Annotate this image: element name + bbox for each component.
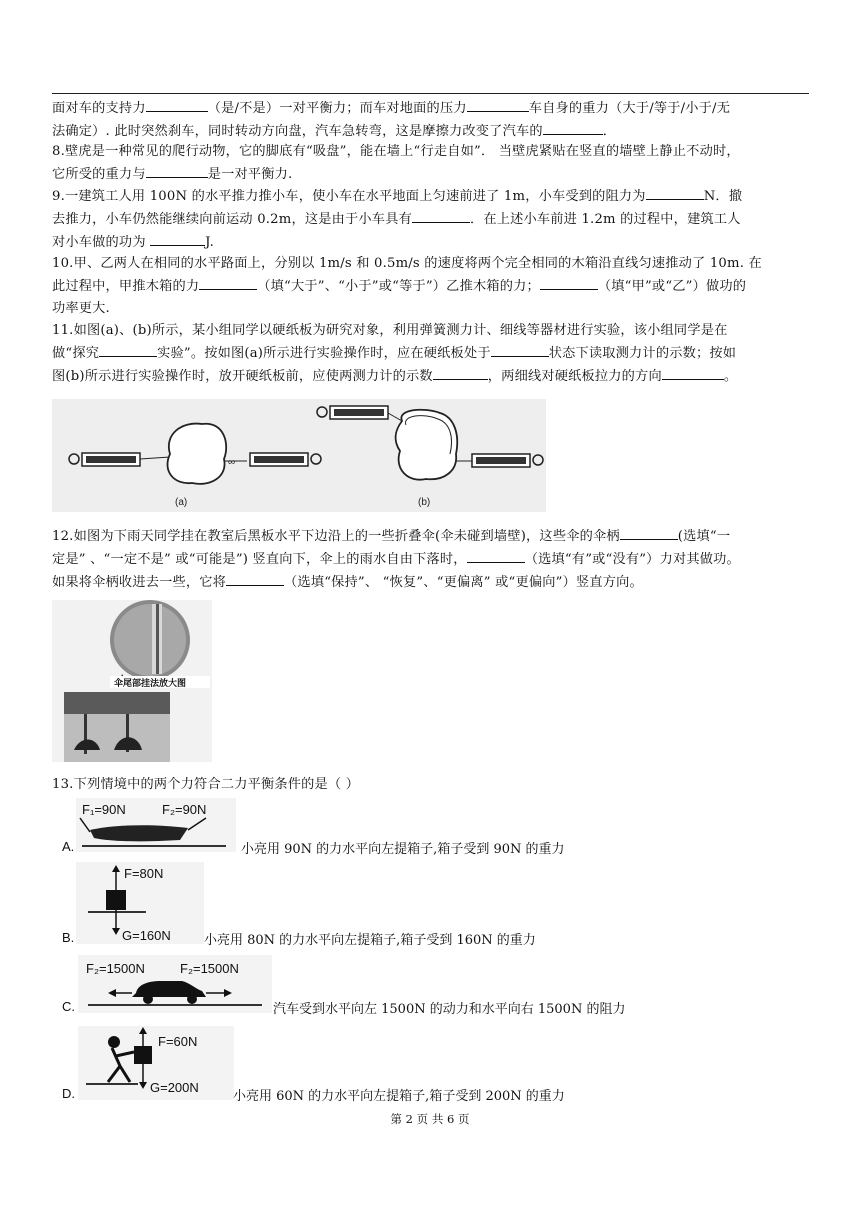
answer-blank[interactable]	[150, 231, 205, 246]
umbrella-hook-photo	[52, 600, 212, 762]
option-c-text[interactable]: 汽车受到水平向左 1500N 的动力和水平向右 1500N 的阻力	[273, 1002, 626, 1017]
q13-stem: 13.下列情境中的两个力符合二力平衡条件的是（ ）	[52, 777, 360, 792]
q7-text-2: （是/不是）一对平衡力；而车对地面的压力	[207, 101, 467, 116]
question-11	[52, 320, 812, 388]
option-b-figure	[76, 862, 204, 944]
q11-text-1: 11.如图(a)、(b)所示，某小组同学以硬纸板为研究对象，利用弹簧测力计、细线等器材进行实验，该小组同学是在	[52, 323, 728, 338]
q9-text-1: 9.一建筑工人用 100N 的水平推力推小车，使小车在水平地面上匀速前进了 1m，小车受到的阻力为	[52, 189, 646, 204]
option-d-figure	[78, 1026, 234, 1100]
answer-blank[interactable]	[662, 365, 724, 380]
q8-text-2: 它所受的重力与	[52, 167, 146, 182]
q12-text-2: (选填“一	[677, 529, 731, 544]
answer-blank[interactable]	[540, 275, 598, 290]
answer-blank[interactable]	[146, 97, 208, 112]
q11-text-5: 图(b)所示进行实验操作时，放开硬纸板前，应使两测力计的示数	[52, 369, 433, 384]
question-7-tail	[52, 97, 812, 143]
answer-blank[interactable]	[646, 185, 704, 200]
box-force-diagram	[76, 862, 204, 944]
pull-force-label: F=80N	[124, 866, 164, 881]
option-d-text[interactable]: 小亮用 60N 的力水平向左提箱子,箱子受到 200N 的重力	[233, 1089, 565, 1104]
person-lift-box-diagram	[78, 1026, 234, 1100]
driving-force-label: F₂=1500N	[86, 961, 145, 976]
q9-text-5: 对小车做的功为	[52, 235, 151, 250]
q9-text-3: 去推力，小车仍然能继续向前运动 0.2m，这是由于小车具有	[52, 212, 412, 227]
figure-a-label: (a)	[175, 497, 188, 508]
weight-label: G=200N	[150, 1080, 199, 1095]
header-rule	[52, 93, 809, 94]
answer-blank[interactable]	[146, 163, 208, 178]
q11-text-2: 做“探究	[52, 346, 100, 361]
option-a-figure	[76, 798, 236, 852]
q7-text-4: 法确定）. 此时突然刹车，同时转动方向盘，汽车急转弯，这是摩擦力改变了汽车的	[52, 124, 543, 139]
question-10	[52, 253, 812, 320]
q11-text-4: 状态下读取测力计的示数；按如	[548, 346, 737, 361]
answer-blank[interactable]	[467, 548, 525, 563]
q10-text-2: 此过程中，甲推木箱的力	[52, 279, 200, 294]
q8-text-3: 是一对平衡力.	[207, 167, 293, 182]
q11-text-7: 。	[723, 369, 738, 384]
force-1-label: F₁=90N	[82, 802, 126, 817]
resistance-label: F₂=1500N	[180, 961, 239, 976]
question-13	[52, 774, 812, 796]
car-force-diagram	[78, 955, 272, 1013]
q12-text-1: 12.如图为下雨天同学挂在教室后黑板水平下边沿上的一些折叠伞(伞未碰到墙壁)，这些伞的伞柄	[52, 529, 620, 544]
answer-blank[interactable]	[226, 571, 284, 586]
answer-blank[interactable]	[99, 342, 157, 357]
photo-caption: 伞尾部挂法放大图	[114, 678, 187, 688]
cardboard-experiment-diagram	[52, 399, 546, 512]
two-force-ship-icon	[76, 798, 236, 852]
question-12	[52, 525, 812, 594]
option-a-text[interactable]: 小亮用 90N 的力水平向左提箱子,箱子受到 90N 的重力	[241, 842, 565, 857]
q12-text-5: 如果将伞柄收进去一些，它将	[52, 575, 227, 590]
q10-text-1: 10.甲、乙两人在相同的水平路面上，分别以 1m/s 和 0.5m/s 的速度将两个完全相同的木箱沿直线匀速推动了 10m. 在	[52, 256, 762, 271]
option-b-label[interactable]: B.	[62, 930, 75, 945]
q12-text-6: （选填“保持”、 “恢复”、“更偏离” 或“更偏向”）竖直方向。	[284, 575, 643, 590]
spring-scale-figure	[52, 399, 546, 512]
q10-text-4: （填“甲”或“乙”）做功的	[597, 279, 747, 294]
answer-blank[interactable]	[199, 275, 257, 290]
force-2-label: F₂=90N	[162, 802, 207, 817]
answer-blank[interactable]	[412, 208, 470, 223]
question-8	[52, 141, 812, 186]
option-b-text[interactable]: 小亮用 80N 的力水平向左提箱子,箱子受到 160N 的重力	[204, 933, 536, 948]
answer-blank[interactable]	[433, 365, 488, 380]
q10-text-5: 功率更大.	[52, 301, 110, 316]
q12-text-3: 定是” 、“一定不是” 或“可能是”) 竖直向下，伞上的雨水自由下落时，	[52, 552, 467, 567]
page-number: 第 2 页 共 6 页	[390, 1112, 470, 1126]
svg-text:∞: ∞	[228, 457, 236, 468]
q9-text-2: N．撤	[703, 189, 743, 204]
answer-blank[interactable]	[620, 525, 678, 540]
q8-text-1: 8.壁虎是一种常见的爬行动物，它的脚底有“吸盘”，能在墙上“行走自如”． 当壁虎紧贴在竖直的墙壁上静止不动时，	[52, 144, 740, 159]
q10-text-3: （填“大于”、“小于”或“等于”）乙推木箱的力；	[257, 279, 540, 294]
q9-text-4: ．在上述小车前进 1.2m 的过程中，建筑工人	[469, 212, 741, 227]
q7-text-1: 面对车的支持力	[52, 101, 146, 116]
figure-b-label: (b)	[418, 497, 431, 508]
q7-text-3: 车自身的重力（大于/等于/小于/无	[528, 101, 731, 116]
option-c-figure	[78, 955, 272, 1013]
option-a-label[interactable]: A.	[62, 839, 75, 854]
option-d-label[interactable]: D.	[62, 1086, 75, 1101]
q7-text-5: ．	[602, 124, 617, 139]
answer-blank[interactable]	[543, 120, 603, 135]
q9-text-6: J.	[205, 235, 214, 250]
q12-text-4: （选填“有”或“没有”）力对其做功。	[524, 552, 740, 567]
answer-blank[interactable]	[467, 97, 529, 112]
question-9	[52, 185, 812, 254]
gravity-label: G=160N	[122, 928, 171, 943]
umbrella-photo	[52, 600, 212, 762]
q11-text-6: ，两细线对硬纸板拉力的方向	[487, 369, 662, 384]
answer-blank[interactable]	[491, 342, 549, 357]
lift-force-label: F=60N	[158, 1034, 198, 1049]
option-c-label[interactable]: C.	[62, 999, 75, 1014]
q11-text-3: 实验”。按如图(a)所示进行实验操作时，应在硬纸板处于	[157, 346, 491, 361]
